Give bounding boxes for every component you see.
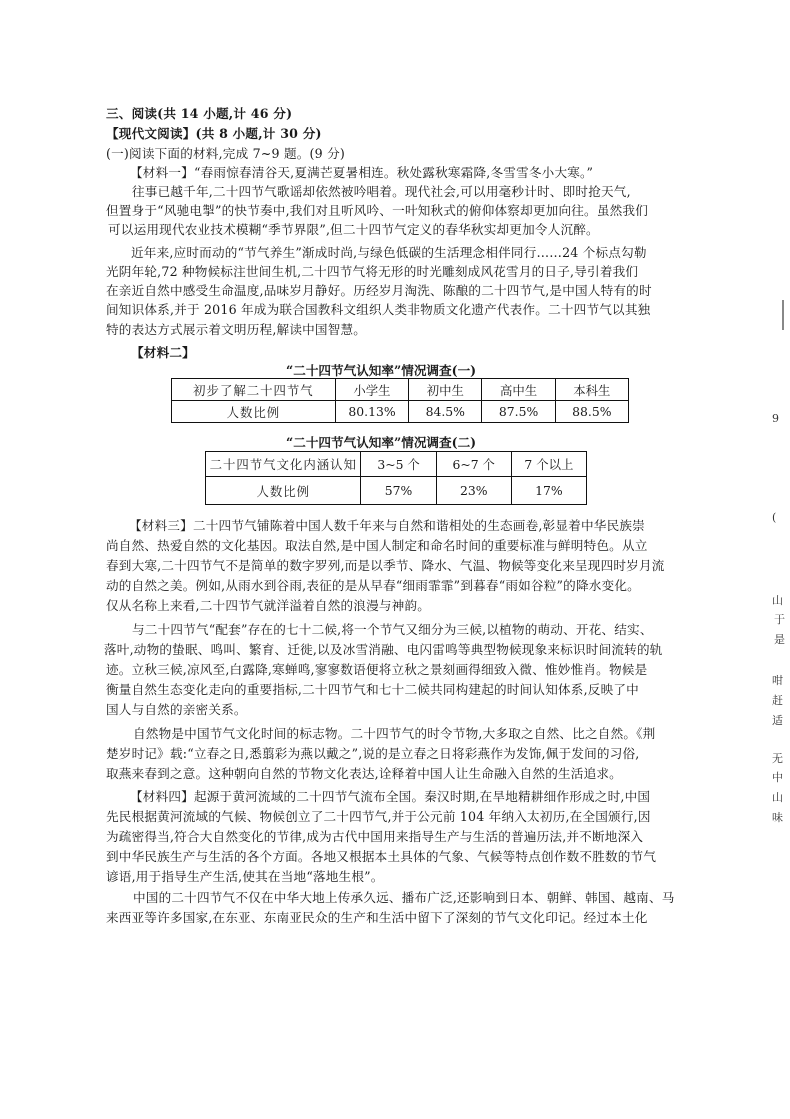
material3-line: 仅从名称上来看,二十四节气就洋溢着自然的浪漫与神韵。 — [106, 598, 431, 613]
material1-line: 【材料一】“春雨惊春清谷天,夏满芒夏暑相连。秋处露秋寒霜降,冬雪雪冬小大寒。” — [130, 165, 594, 180]
survey-table-1 — [171, 378, 629, 423]
table1-title: “二十四节气认知率”情况调查(一) — [286, 363, 477, 378]
material4-line: 为疏密得当,符合大自然变化的节律,成为古代中国用来指导生产与生活的普遍历法,并不断地深入 — [106, 829, 644, 844]
material4-line: 谚语,用于指导生产生活,使其在当地“落地生根”。 — [106, 869, 384, 884]
table-cell: 84.5% — [409, 401, 482, 423]
material3-line: 与二十四节气“配套”存在的七十二候,将一个节气又细分为三候,以植物的萌动、开花、结实、 — [132, 622, 653, 637]
margin-mark: 无 — [772, 752, 783, 765]
margin-mark: 赶 — [772, 694, 783, 707]
material1-line: 往事已越千年,二十四节气歌谣却依然被吟唱着。现代社会,可以用毫秒计时、即时抢天气, — [132, 184, 631, 199]
material1-line: 间知识体系,并于 2016 年成为联合国教科文组织人类非物质文化遗产代表作。二十四节气以其独 — [106, 302, 651, 317]
table-cell: 87.5% — [482, 401, 555, 423]
material2-label: 【材料二】 — [131, 345, 195, 360]
part-one-instruction: (一)阅读下面的材料,完成 7~9 题。(9 分) — [106, 146, 345, 161]
material1-line: 特的表达方式展示着文明历程,解读中国智慧。 — [106, 322, 367, 337]
sub-heading: 【现代文阅读】(共 8 小题,计 30 分) — [106, 126, 322, 141]
material4-line: 来西亚等许多国家,在东亚、东南亚民众的生产和生活中留下了深刻的节气文化印记。经过本土化 — [106, 910, 648, 925]
material4-line: 中国的二十四节气不仅在中华大地上传承久远、播布广泛,还影响到日本、朝鲜、韩国、越南、马 — [133, 890, 675, 905]
margin-mark: 咁 — [772, 674, 783, 687]
material3-line: 动的自然之美。例如,从雨水到谷雨,表征的是从早春“细雨霏霏”到暮春“雨如谷粒”的降水变化。 — [106, 578, 640, 593]
scan-edge-mark — [782, 300, 784, 330]
table-row — [172, 401, 629, 423]
material3-line: 【材料三】二十四节气铺陈着中国人数千年来与自然和谐相处的生态画卷,彰显着中华民族崇 — [129, 518, 645, 533]
material1-line: 但置身于“风驰电掣”的快节奏中,我们对且听风吟、一叶知秋式的俯仰体察却更加向往。虽然我们 — [106, 203, 649, 218]
margin-mark: 味 — [772, 811, 783, 824]
table-cell: 7 个以上 — [511, 452, 586, 477]
table-cell: 17% — [511, 477, 586, 505]
table-cell: 23% — [436, 477, 511, 505]
margin-mark: 中 — [772, 771, 783, 784]
table2-title: “二十四节气认知率”情况调查(二) — [286, 435, 477, 450]
table-cell: 初步了解二十四节气 — [172, 379, 336, 401]
margin-mark: 适 — [772, 714, 783, 727]
material4-line: 到中华民族生产与生活的各个方面。各地又根据本土具体的气象、气候等特点创作数不胜数的节气 — [106, 849, 657, 864]
table-row — [172, 379, 629, 401]
section-heading: 三、阅读(共 14 小题,计 46 分) — [106, 106, 293, 121]
material1-line: 在亲近自然中感受生命温度,品味岁月静好。历经岁月淘洗、陈酿的二十四节气,是中国人特有的时 — [106, 283, 652, 298]
material4-line: 先民根据黄河流域的气候、物候创立了二十四节气,并于公元前 104 年纳入太初历,在全国颁行,因 — [106, 809, 651, 824]
material1-line: 近年来,应时而动的“节气养生”渐成时尚,与绿色低碳的生活理念相伴同行……24 个标点勾勒 — [131, 245, 647, 260]
material3-line: 落叶,动物的蛰眠、鸣叫、繁育、迁徙,以及冰雪消融、电闪雷鸣等典型物候现象来标识时间流转的轨 — [104, 642, 663, 657]
table-cell: 80.13% — [335, 401, 408, 423]
margin-mark: 山 — [772, 594, 783, 607]
margin-mark: ( — [772, 511, 777, 524]
table-row — [206, 477, 587, 505]
table-cell: 3~5 个 — [361, 452, 436, 477]
table-row — [206, 452, 587, 477]
table-cell: 本科生 — [555, 379, 628, 401]
table-cell: 88.5% — [555, 401, 628, 423]
material3-line: 自然物是中国节气文化时间的标志物。二十四节气的时令节物,大多取之自然、比之自然。《荆 — [133, 726, 656, 741]
margin-mark: 9 — [772, 412, 779, 425]
margin-mark: 于 — [774, 613, 785, 626]
table-cell: 高中生 — [482, 379, 555, 401]
material1-line: 可以运用现代农业技术模糊“季节界限”,但二十四节气定义的春华秋实却更加令人沉醉。 — [108, 222, 599, 237]
material3-line: 衡量自然生态变化走向的重要指标,二十四节气和七十二候共同构建起的时间认知体系,反映了中 — [106, 682, 639, 697]
material3-line: 春到大寒,二十四节气不是简单的数字罗列,而是以季节、降水、气温、物候等变化来呈现四时岁月流 — [106, 558, 665, 573]
material3-line: 国人与自然的亲密关系。 — [106, 702, 247, 717]
table-cell: 人数比例 — [206, 477, 361, 505]
table-cell: 57% — [361, 477, 436, 505]
table-cell: 小学生 — [335, 379, 408, 401]
table-cell: 初中生 — [409, 379, 482, 401]
margin-mark: 山 — [772, 791, 783, 804]
material3-line: 取燕来春到之意。这种朝向自然的节物文化表达,诠释着中国人让生命融入自然的生活追求。 — [106, 766, 622, 781]
table-cell: 二十四节气文化内涵认知 — [206, 452, 361, 477]
material4-line: 【材料四】起源于黄河流域的二十四节气流布全国。秦汉时期,在旱地精耕细作形成之时,中国 — [130, 789, 651, 804]
margin-mark: 是 — [774, 633, 785, 646]
survey-table-2 — [205, 451, 587, 505]
material3-line: 迹。立秋三候,凉风至,白露降,寒蝉鸣,寥寥数语便将立秋之景刻画得细致入微、惟妙惟肖。物候是 — [106, 662, 648, 677]
table-cell: 6~7 个 — [436, 452, 511, 477]
material1-line: 光阴年轮,72 种物候标注世间生机,二十四节气将无形的时光雕刻成风花雪月的日子,导引着我们 — [106, 264, 639, 279]
material3-line: 楚岁时记》载:“立春之日,悉翦彩为燕以戴之”,说的是立春之日将彩燕作为发饰,佩于发间的习俗, — [106, 746, 640, 761]
material3-line: 尚自然、热爱自然的文化基因。取法自然,是中国人制定和命名时间的重要标准与鲜明特色。从立 — [106, 538, 648, 553]
table-cell: 人数比例 — [172, 401, 336, 423]
